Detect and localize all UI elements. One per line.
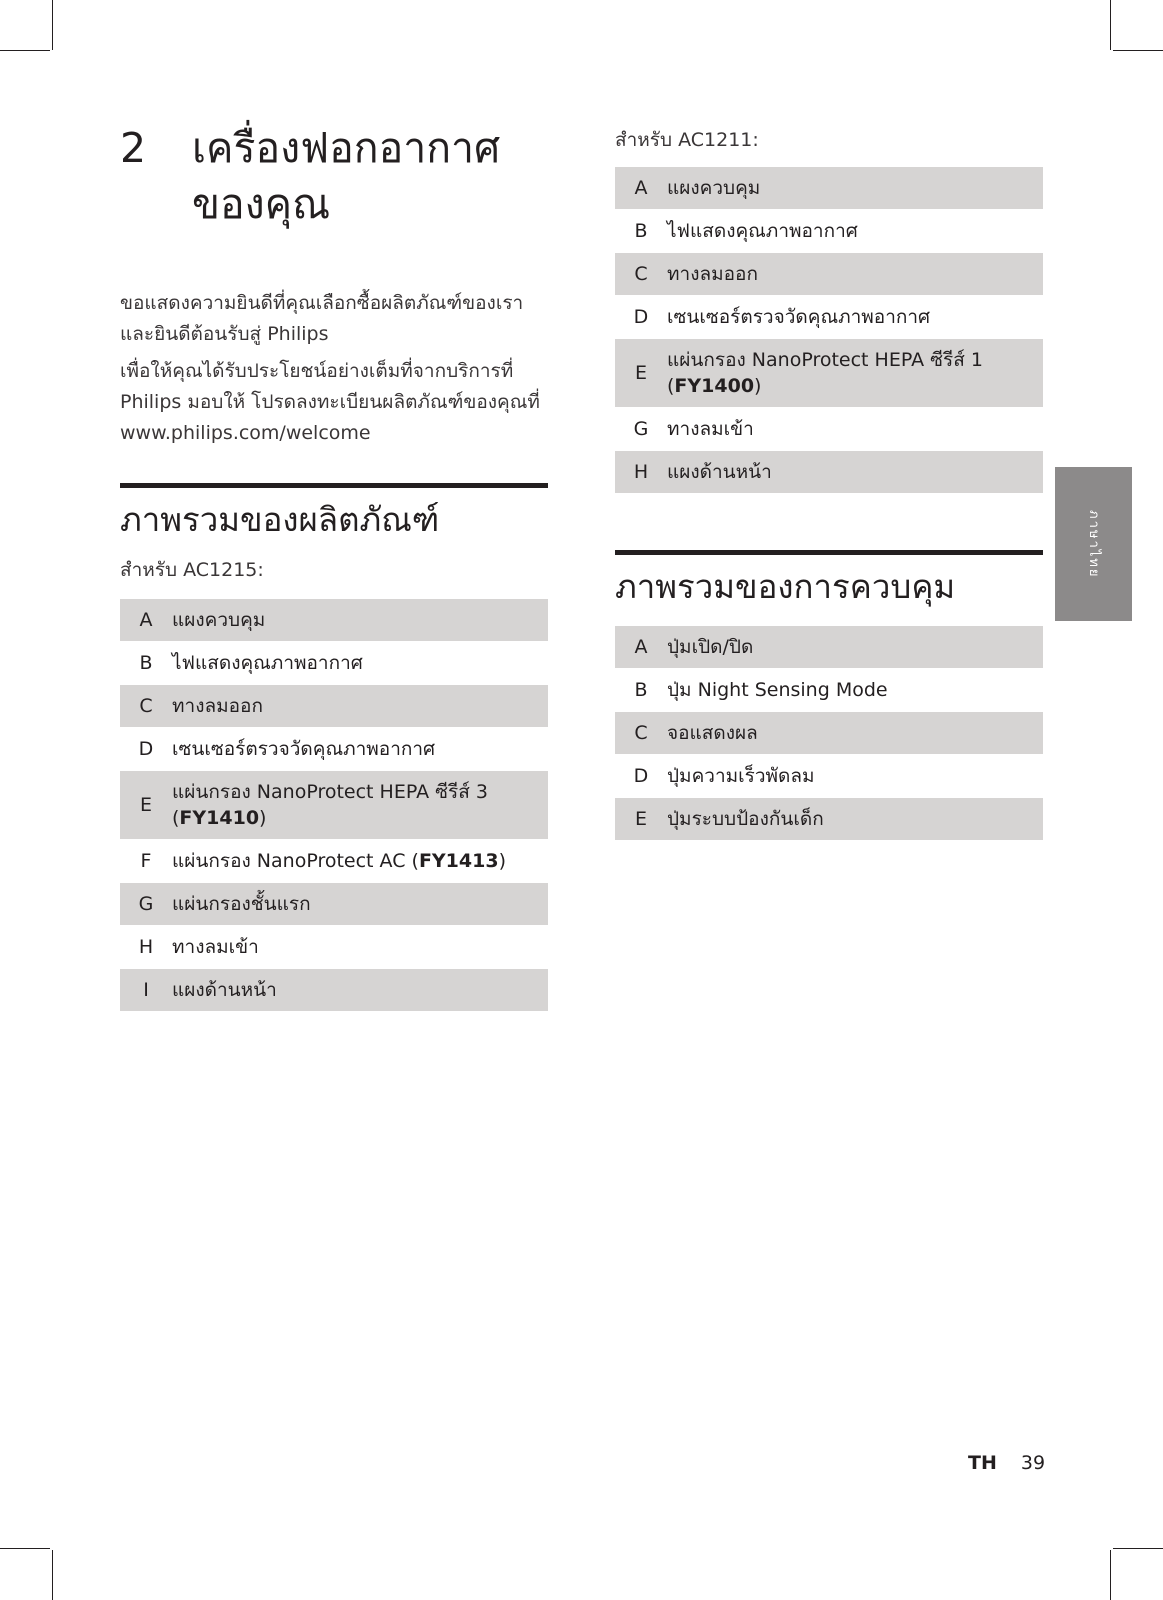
item-key: E (615, 339, 667, 407)
table-row (615, 712, 1043, 754)
item-description (667, 712, 1043, 754)
table-row (120, 728, 548, 770)
item-description (667, 210, 1043, 252)
filter-code: FY1400 (674, 375, 755, 397)
item-key: D (138, 738, 154, 760)
crop-mark (52, 1550, 53, 1600)
filter-code: FY1413 (418, 850, 499, 872)
table-row (120, 771, 548, 839)
item-key: F (140, 850, 152, 872)
item-key: A (615, 626, 667, 668)
crop-mark (1113, 1548, 1163, 1549)
item-key: H (138, 936, 154, 958)
item-text: แผ่นกรอง NanoProtect AC ( (172, 850, 419, 872)
table-row (615, 253, 1043, 295)
item-key: B (634, 679, 648, 701)
item-description (172, 883, 548, 925)
filter-code: FY1410 (179, 807, 260, 829)
crop-mark (1110, 0, 1111, 50)
table-row (615, 339, 1043, 407)
crop-mark (0, 50, 50, 51)
chapter-heading (120, 120, 548, 232)
right-column (615, 120, 1043, 841)
item-key: I (120, 969, 172, 1011)
item-key: H (615, 451, 667, 493)
item-suffix: ) (498, 850, 506, 872)
language-side-tab-label: ภาษาไทย (1086, 509, 1101, 579)
left-column (120, 120, 548, 1012)
table-row (120, 926, 548, 968)
section-title-product-overview: ภาพรวมของผลิตภัณฑ์ (120, 500, 440, 539)
table-row (615, 669, 1043, 711)
item-description (667, 451, 1043, 493)
item-description (667, 408, 1043, 450)
page-number: 39 (1020, 1452, 1046, 1474)
table-row (615, 626, 1043, 668)
crop-mark (1110, 1550, 1111, 1600)
item-description (172, 926, 548, 968)
intro-paragraph: เพื่อให้คุณได้รับประโยชน์อย่างเต็มที่จากบริการที่ Philips มอบให้ โปรดลงทะเบียนผลิตภัณฑ์ของคุณที่ www.philips.com/welcome (120, 360, 540, 444)
table-row (615, 451, 1043, 493)
item-description (667, 798, 1043, 840)
item-description (172, 599, 548, 641)
section-rule (120, 483, 548, 488)
item-key: A (120, 599, 172, 641)
chapter-number: 2 (120, 124, 147, 172)
item-text: แผงด้านหน้า (172, 979, 277, 1001)
table-row (120, 599, 548, 641)
crop-mark (0, 1548, 50, 1549)
item-text: แผงควบคุม (667, 177, 761, 199)
item-text: ทางลมออก (667, 263, 758, 285)
language-side-tab (1055, 467, 1132, 621)
item-description (172, 728, 548, 770)
item-description (172, 685, 548, 727)
table-row (120, 969, 548, 1011)
table-row (615, 167, 1043, 209)
item-key: C (615, 712, 667, 754)
chapter-title: เครื่องฟอกอากาศ ของคุณ (192, 124, 501, 228)
crop-mark (1113, 50, 1163, 51)
item-description (667, 669, 1043, 711)
table-row (615, 755, 1043, 797)
item-text: แผงควบคุม (172, 609, 266, 631)
parts-table-ac1215 (120, 598, 548, 1012)
item-key: A (615, 167, 667, 209)
item-text: แผ่นกรอง NanoProtect HEPA ซีรีส์ 1 ( (667, 349, 983, 397)
item-key: D (633, 306, 649, 328)
item-description (667, 167, 1043, 209)
item-text: เซนเซอร์ตรวจวัดคุณภาพอากาศ (667, 306, 931, 328)
item-description (172, 840, 548, 882)
item-key: E (120, 771, 172, 839)
table-row (120, 685, 548, 727)
crop-mark (52, 0, 53, 50)
item-key: G (120, 883, 172, 925)
item-text: เซนเซอร์ตรวจวัดคุณภาพอากาศ (172, 738, 436, 760)
table-row (615, 798, 1043, 840)
item-text: จอแสดงผล (667, 722, 758, 744)
item-text: ปุ่ม Night Sensing Mode (667, 679, 888, 701)
item-key: C (615, 253, 667, 295)
page-footer (968, 1452, 1045, 1474)
item-description (667, 296, 1043, 338)
item-description (172, 771, 548, 839)
item-text: ปุ่มระบบป้องกันเด็ก (667, 808, 824, 830)
item-description (667, 339, 1043, 407)
item-description (172, 642, 548, 684)
table-row (615, 296, 1043, 338)
item-text: ปุ่มเปิด/ปิด (667, 636, 754, 658)
item-text: ทางลมเข้า (667, 418, 754, 440)
item-text: ไฟแสดงคุณภาพอากาศ (172, 652, 363, 674)
item-key: B (139, 652, 153, 674)
intro-paragraph: ขอแสดงความยินดีที่คุณเลือกซื้อผลิตภัณฑ์ของเรา และยินดีต้อนรับสู่ Philips (120, 292, 524, 345)
table-row (615, 210, 1043, 252)
item-description (172, 969, 548, 1011)
model-label-ac1211: สำหรับ AC1211: (615, 129, 759, 151)
item-text: แผ่นกรอง NanoProtect HEPA ซีรีส์ 3 ( (172, 781, 488, 829)
model-label-ac1215: สำหรับ AC1215: (120, 559, 264, 581)
item-text: แผงด้านหน้า (667, 461, 772, 483)
item-text: แผ่นกรองชั้นแรก (172, 893, 311, 915)
item-suffix: ) (259, 807, 267, 829)
parts-table-ac1211 (615, 166, 1043, 494)
item-description (667, 253, 1043, 295)
item-key: B (634, 220, 648, 242)
item-text: ทางลมเข้า (172, 936, 259, 958)
item-text: ทางลมออก (172, 695, 263, 717)
item-key: C (120, 685, 172, 727)
controls-table (615, 625, 1043, 841)
table-row (120, 642, 548, 684)
table-row (120, 883, 548, 925)
item-text: ปุ่มความเร็วพัดลม (667, 765, 815, 787)
item-key: G (633, 418, 649, 440)
item-key: D (633, 765, 649, 787)
item-description (667, 626, 1043, 668)
item-text: ไฟแสดงคุณภาพอากาศ (667, 220, 858, 242)
section-title-controls-overview: ภาพรวมของการควบคุม (615, 567, 956, 606)
item-key: E (615, 798, 667, 840)
footer-language-code: TH (968, 1452, 997, 1474)
intro-text (120, 288, 548, 449)
item-suffix: ) (754, 375, 762, 397)
table-row (615, 408, 1043, 450)
section-rule (615, 550, 1043, 555)
item-description (667, 755, 1043, 797)
table-row (120, 840, 548, 882)
